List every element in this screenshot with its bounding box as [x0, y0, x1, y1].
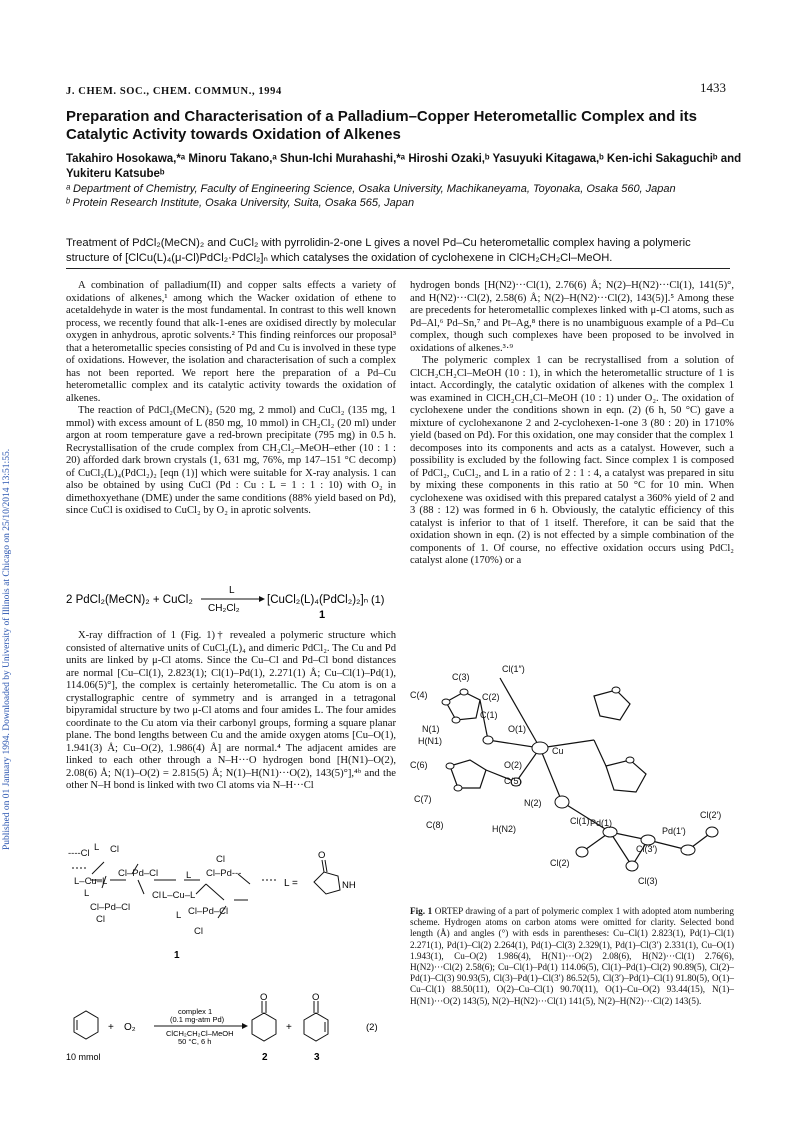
- conditions-label: 50 °C, 6 h: [178, 1037, 212, 1046]
- svg-text:----Cl: ----Cl: [68, 848, 90, 859]
- svg-text:Cl–Pd–Cl: Cl–Pd–Cl: [90, 902, 131, 913]
- affiliation-a: ᵃ Department of Chemistry, Faculty of Engineering Science, Osaka University, Machikaneyama, Toyonaka, Osaka 560, Japan: [66, 183, 676, 195]
- atom-label: Cl(2′): [700, 810, 722, 820]
- product-2-label: 2: [262, 1052, 268, 1063]
- atom-label: Cl(3′): [636, 844, 658, 854]
- atom-label: C(6): [410, 760, 428, 770]
- atom-label: C(8): [426, 820, 444, 830]
- atom-label: Cu: [552, 746, 564, 756]
- pyrrolidinone-ring: [314, 860, 340, 894]
- atom-label: Pd(1′): [662, 826, 686, 836]
- divider: [66, 268, 730, 269]
- cyclohexene-ring: [74, 1011, 98, 1039]
- ketone-o-2: O: [260, 992, 268, 1003]
- plus-sign-2: +: [286, 1022, 292, 1033]
- ligand-ring-3: [594, 690, 630, 720]
- article-title: Preparation and Characterisation of a Palladium–Copper Heterometallic Complex and its Catalytic Activity towards Oxidation of Alkenes: [66, 108, 697, 143]
- svg-text:Cl: Cl: [216, 854, 225, 865]
- svg-text:Cl–Pd–Cl: Cl–Pd–Cl: [118, 868, 159, 879]
- affiliations: [66, 182, 746, 210]
- structure-1-drawing: [66, 838, 396, 968]
- atom-label: Cl(2): [550, 858, 570, 868]
- paragraph: The reaction of PdCl₂(MeCN)₂ (520 mg, 2 mmol) and CuCl₂ (135 mg, 1 mmol) with excess amount of L (850 mg, 10 mmol) in CH₂Cl₂ (20 ml) under argon at room temperature gave a red-brown precipitate (795 mg) in 0.5 h. Recrystallisation of the crude complex from CH₂Cl₂–MeOH–ether (10 : 1 : 20) afforded dark brown crystals (1, 631 mg, 76%, mp 147–151 °C decomp) of CuCl₂(L)₄(PdCl₂)₂ [eqn (1)] which were suitable for X-ray analysis. 1 can also be obtained by using CuCl (Pd : Cu : L = 1 : 1 : 10) with O₂ in dimethoxyethane (DME) under the same conditions (88% yield based on Pd), since CuCl is oxidised to CuCl₂ by O₂ in aprotic solvents.: [66, 405, 396, 516]
- svg-text:Cl: Cl: [96, 914, 105, 925]
- ligand-ring-1: [446, 692, 480, 720]
- equation-2: [66, 990, 396, 1070]
- svg-text:Cl: Cl: [194, 926, 203, 937]
- eqn1-solvent: CH₂Cl₂: [208, 603, 240, 614]
- svg-text:Cl: Cl: [152, 890, 161, 901]
- eqn1-product-label: 1: [319, 609, 326, 621]
- atom-label: C(4): [410, 690, 428, 700]
- figure-label: Fig. 1: [410, 906, 433, 916]
- atom-label: Pd(1): [590, 818, 613, 828]
- figure-caption: [410, 906, 734, 1007]
- catalyst-label: complex 1: [178, 1007, 213, 1016]
- sidebar-note: Published on 01 January 1994. Downloaded by University of Illinois at Chicago on 25/10/2014 13:51:55.: [2, 448, 12, 850]
- svg-text:Cl: Cl: [110, 844, 119, 855]
- ligand-definition: L =: [284, 878, 298, 889]
- paragraph: hydrogen bonds [H(N2)···Cl(1), 2.76(6) Å; N(2)–H(N2)···Cl(1), 141(5)°, and H(N2)···Cl(2), 2.58(6) Å; N(2)–H(N2)···Cl(2), 143(5)].⁵ Among these are precedents for heterometallic complexes linked with μ-Cl atoms, such as Pd–Al,⁶ Pd–Sn,⁷ and Pt–Ag,⁸ there is no unambiguous example of a Pd–Cu complex, though such complexes have been proposed to be involved in oxidations of alkenes.³·⁹: [410, 280, 734, 354]
- atom-label: C(1): [480, 710, 498, 720]
- left-column-bottom: [66, 630, 396, 793]
- svg-text:L: L: [186, 870, 192, 881]
- svg-text:L: L: [176, 910, 182, 921]
- right-column: [410, 280, 734, 568]
- svg-text:L: L: [94, 842, 100, 853]
- catalyst-loading: (0.1 mg-atm Pd): [170, 1015, 225, 1024]
- eqn1-reactants: 2 PdCl₂(MeCN)₂ + CuCl₂: [66, 594, 193, 606]
- caption-text: ORTEP drawing of a part of polymeric complex 1 with adopted atom numbering scheme. Hydrogen atoms on carbon atoms were omitted for clarity. Selected bond length (Å) and angles (°) with esds in parentheses: Cu–Cl(1) 2.823(1), Pd(1)–Cl(1) 2.271(1), Pd(1)–Cl(2) 2.264(1), Pd(1)–Cl(3) 2.329(1), Pd(1)–Cl(3′) 2.331(1), Cu–O(1) 1.943(1), Cu–O(2) 1.986(4), H(N1)···O(2) 2.08(6), H(N2)···Cl(1) 2.76(6), H(N2)···Cl(2) 2.58(6); Cu–Cl(1)–Pd(1) 114.06(5), Cl(1)–Pd(1)–Cl(2) 90.89(5), Cl(2)–Pd(1)–Cl(3) 90.93(5), Cl(3)–Pd(1)–Cl(3′) 86.52(5), Cl(3′)–Pd(1)–Cl(1) 91.80(5), O(1)–Cu–Cl(1) 88.50(11), O(2)–Cu–Cl(1) 90.70(11), O(1)–Cu–O(2) 93.44(15), N(1)–H(N1)···O(2) 143(5), N(2)–H(N2)···Cl(1) 141(5), N(2)–H(N2)···Cl(2) 143(5).: [410, 906, 734, 1006]
- svg-text:L–Cu–L: L–Cu–L: [74, 876, 108, 887]
- equation-1: [66, 584, 396, 624]
- atom-label: C(7): [414, 794, 432, 804]
- ligand-ring-2: [450, 760, 486, 788]
- svg-text:O: O: [318, 850, 326, 861]
- cyclohexenone-ring: [304, 1013, 328, 1041]
- atom-label: Cl(1″): [502, 664, 525, 674]
- journal-header: J. CHEM. SOC., CHEM. COMMUN., 1994: [66, 86, 282, 97]
- author-list: Takahiro Hosokawa,*ᵃ Minoru Takano,ᵃ Shun-Ichi Murahashi,*ᵃ Hiroshi Ozaki,ᵇ Yasuyuki Kitagawa,ᵇ Ken-ichi Sakaguchiᵇ and Yukiteru Katsubeᵇ: [66, 153, 742, 180]
- eqn1-reagent: L: [229, 585, 235, 596]
- svg-text:L–Cu–L: L–Cu–L: [162, 890, 196, 901]
- atom-label: H(N2): [492, 824, 516, 834]
- eqn2-number: (2): [366, 1022, 378, 1033]
- atom-label: N(2): [524, 798, 542, 808]
- atom-label: Cl(1): [570, 816, 590, 826]
- affiliation-b: ᵇ Protein Research Institute, Osaka University, Suita, Osaka 565, Japan: [66, 197, 415, 209]
- paragraph: A combination of palladium(II) and copper salts effects a variety of oxidations of alkenes,¹ among which the Wacker oxidation of ethene to acetaldehyde in water is the most fundamental. In contrast to this well known process, we recently found that alk-1-enes are oxidised directly by molecular oxygen in anhydrous, aprotic solvents.² This finding reinforces our proposal³ that a heterometallic species consisting of Pd and Cu is involved in these type of oxidations. However, the isolation and characterisation of such a complex has not been reported. We report here the preparation of a Pd–Cu heterometallic complex and its catalytic activity towards the oxidation of alkenes.: [66, 280, 396, 404]
- atom-label: C(2): [482, 692, 500, 702]
- paragraph: X-ray diffraction of 1 (Fig. 1)† revealed a polymeric structure which consisted of alternative units of CuCl₂(L)₄ and dimeric PdCl₂. The Cu and Pd units are linked by μ-Cl atoms. Since the Cu–Cl and Pd–Cl bond distances are normal [Cu–Cl(1), 2.823(1); Cl(1)–Pd(1), 2.271(1) Å; Cu–Cl(1)–Pd(1), 114.06(5)°], the complex is certainly heterometallic. The Cu atom is on a crystallographic centre of symmetry and is arranged in a tetragonal bipyramidal structure by two μ-Cl atoms and four amides L. The four amides coordinate to the Cu atom via their carbonyl groups, forming a square planar plane. The bond lengths between Cu and the amide oxygen atoms [Cu–O(1), 1.941(3) Å; Cu–O(2), 1.986(4) Å] are normal.⁴ The adjacent amides are linked to each other through a N–H···O hydrogen bond [H(N1)–O(2), 2.08(6) Å; N(1)–O(2) = 2.815(5) Å; N(1)–H(N1)···O(2), 143(5)°],⁴ᵇ and the other N–H bond is linked with two Cl atoms via N–H···Cl: [66, 630, 396, 791]
- svg-text:L: L: [84, 888, 90, 899]
- publication-sidebar: [2, 250, 18, 850]
- structure-1-label: 1: [174, 950, 180, 961]
- abstract: Treatment of PdCl₂(MeCN)₂ and CuCl₂ with pyrrolidin-2-one L gives a novel Pd–Cu heterometallic complex having a polymeric structure of [ClCu(L)₄(μ-Cl)PdCl₂·PdCl₂]ₙ which catalyses the oxidation of cyclohexene in ClCH₂CH₂Cl–MeOH.: [66, 237, 691, 264]
- ligand-ring-4: [606, 760, 646, 792]
- eqn1-number: (1): [371, 594, 385, 606]
- nh-label: NH: [342, 880, 356, 891]
- atom-label: C(5): [504, 776, 522, 786]
- atom-label: O(2): [504, 760, 522, 770]
- ortep-figure: [410, 656, 734, 896]
- left-column-top: [66, 280, 396, 518]
- svg-text:Cl–Pd---: Cl–Pd---: [206, 868, 242, 879]
- atom-label: H(N1): [418, 736, 442, 746]
- atom-label: O(1): [508, 724, 526, 734]
- arrow-head: [259, 596, 265, 602]
- product-3-label: 3: [314, 1052, 320, 1063]
- page-number: 1433: [700, 80, 726, 95]
- cyclohexanone-ring: [252, 1013, 276, 1041]
- eqn1-product: [CuCl₂(L)₄(PdCl₂)₂]ₙ: [267, 594, 369, 606]
- atom-label: N(1): [422, 724, 440, 734]
- svg-text:Cl–Pd–Cl: Cl–Pd–Cl: [188, 906, 229, 917]
- ketone-o-3: O: [312, 992, 320, 1003]
- atom-label: Cl(3): [638, 876, 658, 886]
- substrate-amount: 10 mmol: [66, 1052, 101, 1062]
- plus-sign: +: [108, 1022, 114, 1033]
- oxygen-reagent: O₂: [124, 1022, 136, 1033]
- paragraph: The polymeric complex 1 can be recrystallised from a solution of ClCH₂CH₂Cl–MeOH (10 : 1), in which the heterometallic structure of 1 is intact. Accordingly, the catalytic oxidation of alkenes with the complex 1 was examined in ClCH₂CH₂Cl–MeOH (10 : 1) under O₂. The oxidation of cyclohexene under the conditions shown in eqn. (2) (6 h, 50 °C) gave a mixture of cyclohexanone 2 and 2-cyclohexen-1-one 3 (80 : 20) in 1710% yield (based on Pd). For this oxidation, one may consider that the complex 1 decomposes into its components and acts as a catalyst. However, such a possibility is excluded by the following fact. Since complex 1 is composed of PdCl₂, CuCl₂, and L in a ratio of 2 : 1 : 4, a catalyst was prepared in situ by mixing these components in this ratio at 50 °C for 10 min. When cyclohexene was oxidised with this prepared catalyst a 360% yield of 2 and 3 (88 : 12) was formed in 6 h. Obviously, the catalytic efficiency of this catalyst is inferior to that of 1 itself. Therefore, it can be said that the oxidation shown in eqn. (2) is not effected by a simple combination of the components of 1. Of course, no effective oxidation occurs using PdCl₂ catalyst alone (170%) or a: [410, 355, 734, 566]
- atom-label: C(3): [452, 672, 470, 682]
- solvent-label: ClCH₂CH₂Cl–MeOH: [166, 1029, 234, 1038]
